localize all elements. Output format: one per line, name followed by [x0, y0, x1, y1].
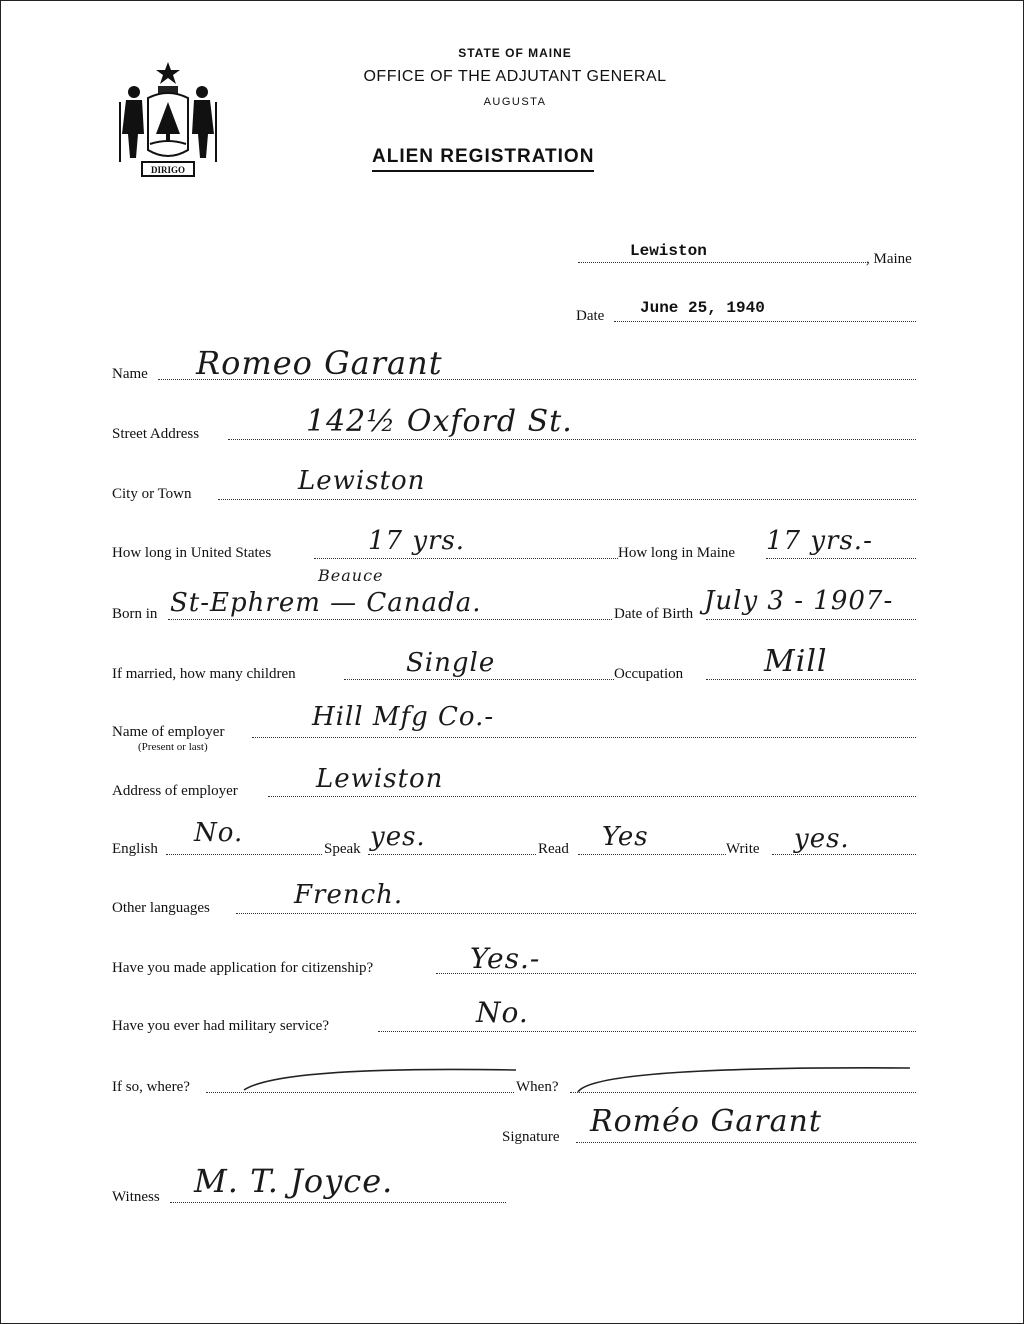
when-dash-stroke [574, 1060, 914, 1096]
read-line [578, 854, 726, 855]
english-value: No. [194, 818, 244, 848]
how-long-us-line [314, 558, 618, 559]
speak-label: Speak [324, 841, 361, 857]
read-label: Read [538, 841, 569, 857]
born-in-annotation: Beauce [318, 566, 384, 585]
form-title: ALIEN REGISTRATION [372, 146, 594, 172]
how-long-maine-label: How long in Maine [618, 545, 736, 561]
signature-label: Signature [502, 1129, 560, 1145]
date-of-birth-label: Date of Birth [614, 606, 694, 622]
signature-line [576, 1142, 916, 1143]
children-label: If married, how many children [112, 666, 296, 682]
employer-address-value: Lewiston [316, 764, 444, 794]
english-label: English [112, 841, 158, 857]
if-so-where-label: If so, where? [112, 1079, 190, 1095]
seal-motto: DIRIGO [150, 165, 186, 175]
born-in-line [168, 619, 612, 620]
date-of-birth-value: July 3 - 1907- [704, 586, 894, 616]
city-or-town-line [218, 499, 916, 500]
citizenship-value: Yes.- [470, 942, 541, 975]
date-label: Date [576, 308, 605, 324]
name-value: Romeo Garant [196, 344, 443, 382]
city-or-town-label: City or Town [112, 486, 192, 502]
other-languages-value: French. [294, 880, 404, 910]
employer-name-line [252, 737, 916, 738]
employer-address-label: Address of employer [112, 783, 238, 799]
place-line [578, 262, 866, 263]
born-in-label: Born in [112, 606, 158, 622]
street-address-value: 142½ Oxford St. [306, 404, 573, 439]
place-value: Lewiston [630, 242, 707, 260]
witness-value: M. T. Joyce. [194, 1162, 394, 1200]
military-value: No. [476, 996, 529, 1029]
date-value: June 25, 1940 [640, 299, 765, 317]
header-office: OFFICE OF THE ADJUTANT GENERAL [363, 68, 667, 85]
name-label: Name [112, 366, 148, 382]
signature-value: Roméo Garant [590, 1104, 822, 1139]
place-suffix: , Maine [866, 251, 912, 267]
city-or-town-value: Lewiston [298, 466, 426, 496]
street-address-label: Street Address [112, 426, 200, 442]
speak-value: yes. [370, 822, 426, 852]
english-line [166, 854, 322, 855]
date-of-birth-line [706, 619, 916, 620]
employer-name-label: Name of employer [112, 724, 225, 740]
how-long-us-value: 17 yrs. [368, 526, 466, 556]
read-value: Yes [602, 822, 649, 852]
other-languages-line [236, 913, 916, 914]
how-long-maine-line [766, 558, 916, 559]
witness-label: Witness [112, 1189, 160, 1205]
occupation-line [706, 679, 916, 680]
employer-address-line [268, 796, 916, 797]
maine-state-seal-icon [112, 58, 224, 182]
date-line [614, 321, 916, 322]
children-line [344, 679, 614, 680]
write-value: yes. [794, 824, 850, 854]
street-address-line [228, 439, 916, 440]
write-line [772, 854, 916, 855]
header-state: STATE OF MAINE [458, 46, 572, 60]
children-value: Single [406, 648, 496, 678]
occupation-value: Mill [764, 644, 828, 679]
where-dash-stroke [240, 1062, 520, 1096]
witness-line [170, 1202, 506, 1203]
when-label: When? [516, 1079, 559, 1095]
born-in-value: St-Ephrem — Canada. [170, 588, 482, 618]
military-line [378, 1031, 916, 1032]
citizenship-label: Have you made application for citizenship? [112, 960, 374, 976]
header-city: AUGUSTA [483, 96, 547, 108]
occupation-label: Occupation [614, 666, 684, 682]
speak-line [368, 854, 536, 855]
employer-name-value: Hill Mfg Co.- [312, 702, 495, 732]
other-languages-label: Other languages [112, 900, 210, 916]
military-label: Have you ever had military service? [112, 1018, 329, 1034]
how-long-us-label: How long in United States [112, 545, 272, 561]
write-label: Write [726, 841, 760, 857]
how-long-maine-value: 17 yrs.- [766, 526, 873, 556]
employer-name-sublabel: (Present or last) [138, 741, 208, 753]
